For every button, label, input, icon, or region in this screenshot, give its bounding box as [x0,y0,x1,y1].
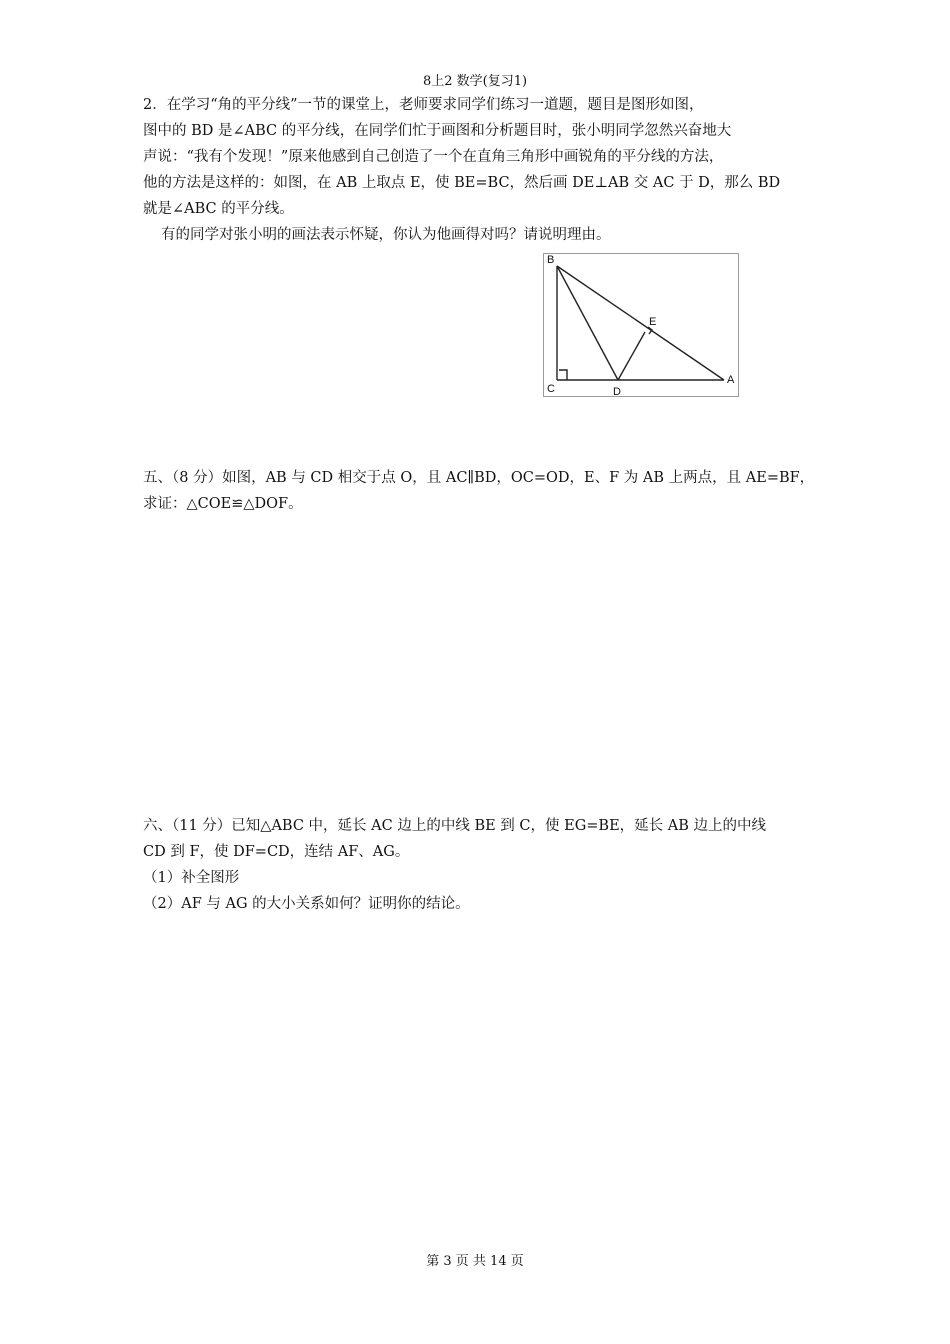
q6-part-1: （1）补全图形 [143,870,240,886]
question-2 [143,92,813,248]
triangle-diagram [544,254,738,396]
q2-line-1: 2．在学习“角的平分线”一节的课堂上，老师要求同学们练习一道题，题目是图形如图， [143,97,704,113]
segment-ba [557,266,724,380]
q5-line-2: 求证：△COE≌△DOF。 [143,496,303,512]
right-angle-mark-c [559,370,567,380]
q6-line-1: 六、（11 分）已知△ABC 中，延长 AC 边上的中线 BE 到 C，使 EG=BE，延长 AB 边上的中线 [143,818,767,834]
label-c: C [547,383,555,395]
q6-line-2: CD 到 F，使 DF=CD，连结 AF、AG。 [143,844,410,860]
label-d: D [613,386,621,396]
q2-line-2: 图中的 BD 是∠ABC 的平分线，在同学们忙于画图和分析题目时，张小明同学忽然兴奋地大 [143,123,732,139]
question-5 [143,465,813,517]
q2-question: 有的同学对张小明的画法表示怀疑，你认为他画得对吗？请说明理由。 [161,227,611,243]
segment-bd [557,266,618,380]
label-a: A [727,374,735,386]
q2-line-4: 他的方法是这样的：如图，在 AB 上取点 E，使 BE=BC，然后画 DE⊥AB 交 AC 于 D，那么 BD [143,175,781,191]
question-6 [143,813,813,917]
page-footer: 第 3 页 共 14 页 [426,1254,524,1269]
page-header: 8上2 数学(复习1) [422,74,528,89]
triangle-figure [543,253,739,397]
right-angle-mark-e [648,327,652,334]
label-e: E [649,316,657,328]
q2-line-5: 就是∠ABC 的平分线。 [143,201,294,217]
segment-de [618,332,645,380]
q2-line-3: 声说：“我有个发现！”原来他感到自己创造了一个在直角三角形中画锐角的平分线的方法， [143,149,724,165]
q6-part-2: （2）AF 与 AG 的大小关系如何？证明你的结论。 [143,896,470,912]
q5-line-1: 五、（8 分）如图，AB 与 CD 相交于点 O，且 AC∥BD，OC=OD，E、F 为 AB 上两点，且 AE=BF， [143,470,815,486]
label-b: B [547,254,555,266]
